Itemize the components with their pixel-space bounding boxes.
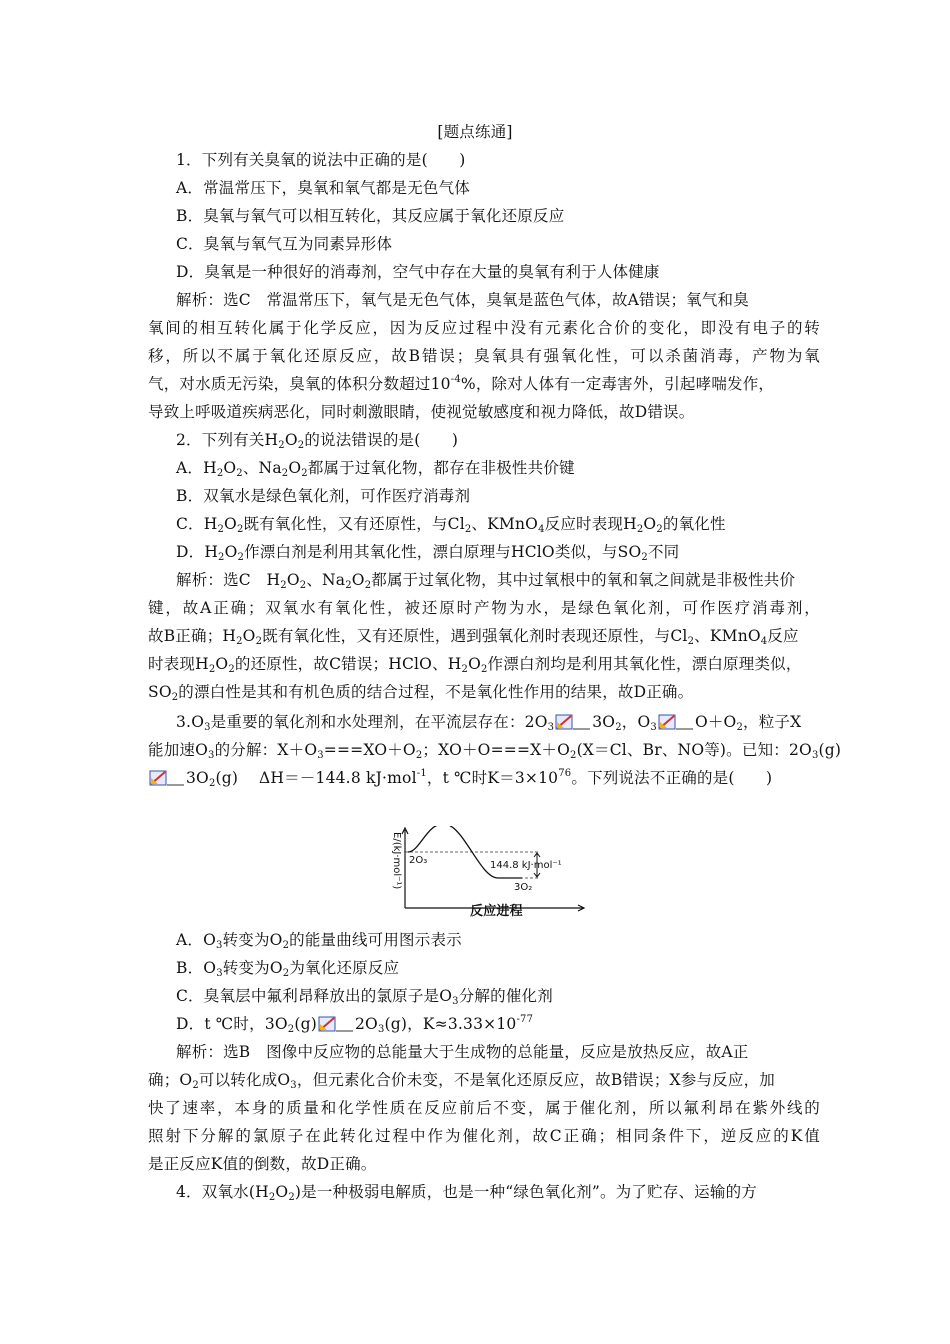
q1-option-c: C．臭氧与氧气互为同素异形体 — [176, 235, 393, 253]
q1-option-a: A．常温常压下，臭氧和氧气都是无色气体 — [176, 179, 470, 197]
q3-option-b: B．$O_3$转变为$O_2$为氧化还原反应 — [176, 959, 400, 979]
reversible-arrow-icon — [658, 714, 694, 730]
q2-option-a: A．$H_2O_2$、$Na_2O_2$都属于过氧化物，都存在非极性共价键 — [176, 459, 575, 479]
q3-analysis-line: 是正反应K值的倒数，故D正确。 — [148, 1155, 377, 1173]
q4-stem: 4．双氧水$(H_2O_2)$是一种极弱电解质，也是一种“绿色氧化剂”。为了贮存、运输的方 — [176, 1183, 757, 1203]
q3-analysis-line: 解析：选B 图像中反应物的总能量大于生成物的总能量，反应是放热反应，故A正 — [176, 1043, 749, 1061]
q2-analysis-line: $SO_2$的漂白性是其和有机色质的结合过程，不是氧化性作用的结果，故D正确。 — [148, 683, 694, 703]
q2-analysis-line: 时表现$H_2O_2$的还原性，故C错误；HClO、$H_2O_2$作漂白剂均是利用其氧化性，漂白原理类似， — [148, 655, 802, 675]
reversible-arrow-icon — [555, 714, 591, 730]
q3-analysis-line: 照射下分解的氯原子在此转化过程中作为催化剂，故C正确；相同条件下，逆反应的K值 — [148, 1127, 820, 1145]
q1-analysis-line: 气，对水质无污染，臭氧的体积分数超过$10^{-4}\%$，除对人体有一定毒害外，引起哮喘发作， — [148, 374, 775, 393]
q1-option-b: B．臭氧与氧气可以相互转化，其反应属于氧化还原反应 — [176, 207, 565, 225]
q1-analysis-line: 氧间的相互转化属于化学反应，因为反应过程中没有元素化合价的变化，即没有电子的转 — [148, 319, 820, 337]
q2-option-d: D．$H_2O_2$作漂白剂是利用其氧化性，漂白原理与HClO类似，与$SO_2$不同 — [176, 543, 680, 563]
q3-stem-line: $3.O_3$是重要的氧化剂和水处理剂，在平流层存在：$2O_3$ $3O_2$，$O_3$ $O+O_2$，粒子X — [176, 713, 802, 733]
q1-analysis-line: 解析：选C 常温常压下，氧气是无色气体，臭氧是蓝色气体，故A错误；氧气和臭 — [176, 291, 749, 309]
q1-stem: 1．下列有关臭氧的说法中正确的是( ) — [176, 151, 466, 169]
q2-analysis-line: 键，故A正确；双氧水有氧化性，被还原时产物为水，是绿色氧化剂，可作医疗消毒剂， — [148, 599, 820, 617]
q3-analysis-line: 确；$O_2$可以转化成$O_3$，但元素化合价未变，不是氧化还原反应，故B错误；X参与反应，加 — [148, 1071, 775, 1091]
reversible-arrow-icon — [149, 770, 185, 786]
q3-stem-line: 能加速$O_3$的分解：$X+O_3===XO+O_2$；$XO+O===X+O_2(X=Cl$、Br、NO等)。已知：$2O_3(g)$ — [148, 741, 842, 761]
q3-analysis-line: 快了速率，本身的质量和化学性质在反应前后不变，属于催化剂，所以氟利昂在紫外线的 — [148, 1099, 820, 1117]
diagram-reactant-label: 2O₃ — [409, 855, 428, 866]
diagram-x-axis-label: 反应进程 — [470, 904, 523, 919]
q2-option-c: C．$H_2O_2$既有氧化性，又有还原性，与$Cl_2$、KMnO$_4$反应时表现$H_2O_2$的氧化性 — [176, 515, 726, 535]
q2-stem: 2．下列有关$H_2O_2$的说法错误的是( ) — [176, 431, 459, 451]
q2-analysis-line: 解析：选C $H_2O_2$、$Na_2O_2$都属于过氧化物，其中过氧根中的氧和氧之间就是非极性共价 — [176, 571, 796, 591]
diagram-delta-label: 144.8 kJ·mol⁻¹ — [490, 860, 562, 871]
q3-option-d: D．t ℃时，$3O_2(g)$ $2O_3(g)$，$K\approx 3.33\times 10^{-77}$ — [176, 1014, 534, 1035]
q1-analysis-line: 移，所以不属于氧化还原反应，故B错误；臭氧具有强氧化性，可以杀菌消毒，产物为氧 — [148, 347, 820, 365]
q2-option-b: B．双氧水是绿色氧化剂，可作医疗消毒剂 — [176, 487, 471, 505]
reversible-arrow-icon — [318, 1016, 354, 1032]
section-title: [题点练通] — [437, 123, 513, 141]
q1-analysis-line: 导致上呼吸道疾病恶化，同时刺激眼睛，使视觉敏感度和视力降低，故D错误。 — [148, 403, 695, 421]
q2-analysis-line: 故B正确；$H_2O_2$既有氧化性，又有还原性，遇到强氧化剂时表现还原性，与$Cl_2$、KMnO$_4$反应 — [148, 627, 799, 647]
q3-option-a: A．$O_3$转变为$O_2$的能量曲线可用图示表示 — [176, 931, 462, 951]
q1-option-d: D．臭氧是一种很好的消毒剂，空气中存在大量的臭氧有利于人体健康 — [176, 263, 660, 281]
diagram-product-label: 3O₂ — [514, 882, 533, 893]
diagram-y-axis-label: E/(kJ·mol⁻¹) — [391, 832, 402, 890]
q3-option-c: C．臭氧层中氟利昂释放出的氯原子是$O_3$分解的催化剂 — [176, 987, 553, 1007]
q3-stem-line: $3O_2(g)$ ΔH＝－144.8 kJ·mol$^{-1}$，t ℃时$K=3\times 10^{76}$。下列说法不正确的是( ) — [148, 768, 820, 788]
